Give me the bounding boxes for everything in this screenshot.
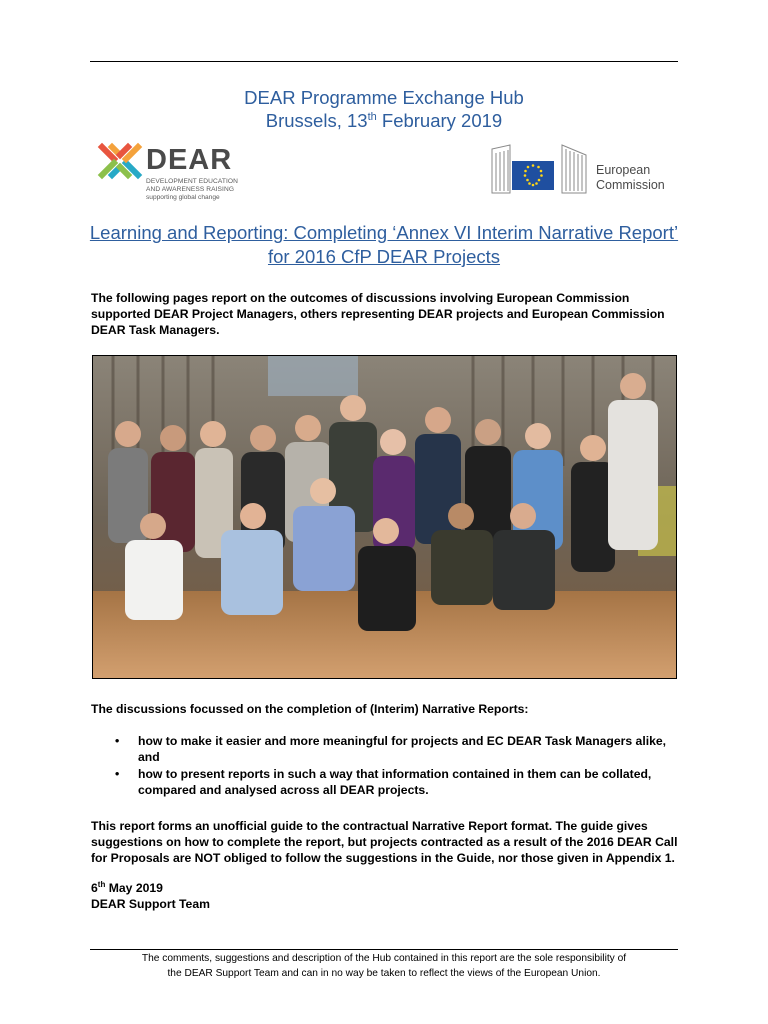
dear-logo-tagline: supporting global change bbox=[146, 194, 220, 201]
hub-title-line2: Brussels, 13th February 2019 bbox=[265, 110, 503, 131]
bullet-icon: • bbox=[115, 767, 120, 781]
dear-logo-subtitle: DEVELOPMENT EDUCATION AND AWARENESS RAISING bbox=[146, 178, 238, 193]
european-commission-logo bbox=[490, 143, 680, 195]
list-item: • how to make it easier and more meaningful for projects and EC DEAR Task Managers alike, and bbox=[115, 734, 667, 764]
signature-block bbox=[91, 880, 681, 912]
group-photo-image bbox=[93, 356, 677, 679]
ec-building-icon bbox=[490, 143, 590, 195]
hub-title bbox=[0, 86, 768, 132]
discussion-intro: The discussions focussed on the completion of (Interim) Narrative Reports: bbox=[91, 702, 529, 716]
dear-cross-icon bbox=[96, 141, 144, 181]
ec-logo-text: European Commission bbox=[596, 163, 665, 192]
group-photo bbox=[92, 355, 677, 679]
footer-rule bbox=[90, 949, 678, 950]
footer-disclaimer: The comments, suggestions and description of the Hub contained in this report are the sole responsibility of the DEAR Support Team and can in no way be taken to reflect the views of the European Union. bbox=[141, 953, 627, 979]
list-item: • how to present reports in such a way that information contained in them can be collated, compared and analysed across all DEAR projects. bbox=[115, 767, 652, 797]
dear-logo bbox=[96, 141, 256, 203]
document-title: Learning and Reporting: Completing ‘Annex VI Interim Narrative Report’ for 2016 CfP DEAR Projects bbox=[89, 222, 679, 267]
hub-title-line1: DEAR Programme Exchange Hub bbox=[244, 87, 524, 108]
dear-logo-word: DEAR bbox=[146, 144, 233, 176]
intro-paragraph: The following pages report on the outcomes of discussions involving European Commission supported DEAR Project Managers, others representing DEAR projects and European Commission DEAR Task Managers. bbox=[91, 291, 665, 337]
bullet-icon: • bbox=[115, 734, 120, 748]
guide-paragraph: This report forms an unofficial guide to the contractual Narrative Report format. The guide gives suggestions on how to complete the report, but projects contracted as a result of the 2016 DEAR Call for Proposals are NOT obliged to follow the suggestions in the Guide, nor those given in Appendix 1. bbox=[91, 819, 678, 865]
report-signature: DEAR Support Team bbox=[91, 897, 210, 911]
report-date: 6th May 2019 bbox=[91, 879, 163, 895]
discussion-bullet-list bbox=[91, 733, 681, 799]
top-rule bbox=[90, 61, 678, 62]
